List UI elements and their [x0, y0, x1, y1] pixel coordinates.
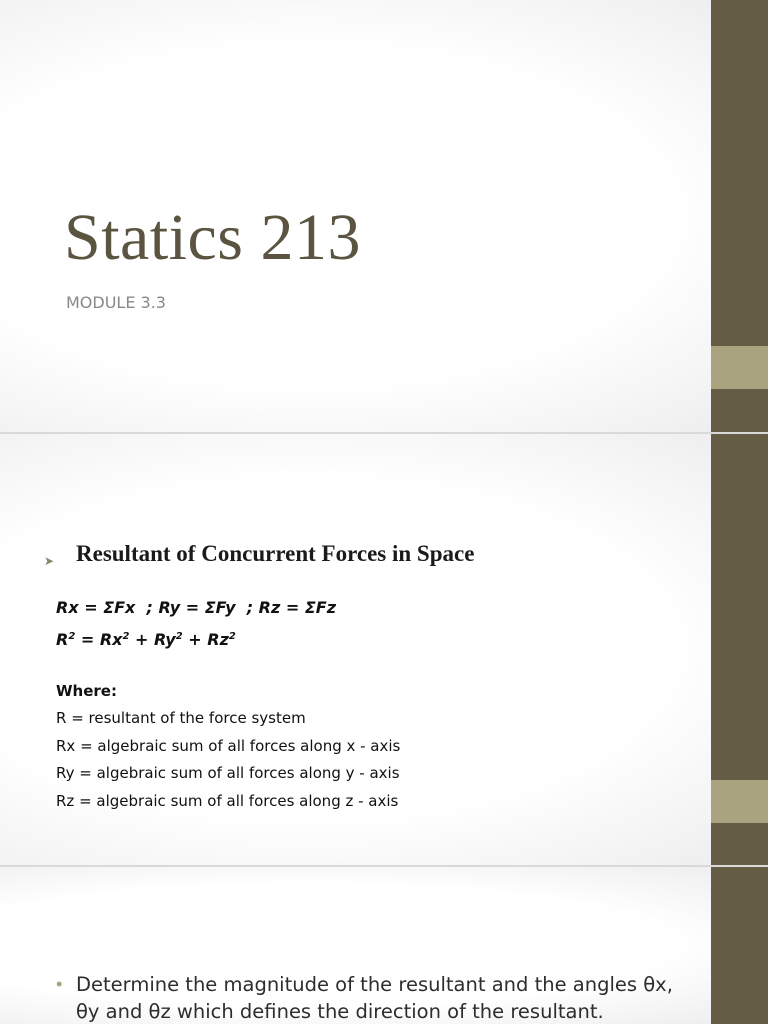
formula-exponent: 2 [228, 631, 236, 642]
side-accent [711, 346, 768, 389]
component-formula: Rx = ΣFx ; Ry = ΣFy ; Rz = ΣFz [56, 598, 337, 617]
problem-slide [0, 867, 768, 1024]
definition-rx: Rx = algebraic sum of all forces along x - axis [56, 737, 401, 755]
problem-statement: Determine the magnitude of the resultant and the angles θx, θy and θz which defines the direction of the resultant. [76, 973, 673, 1023]
side-bar [711, 867, 768, 1024]
magnitude-formula [56, 630, 236, 649]
dot-bullet-icon: • [56, 974, 63, 994]
slide-subtitle: MODULE 3.3 [66, 293, 166, 312]
formula-exponent: 2 [122, 631, 130, 642]
formula-exponent: 2 [175, 631, 183, 642]
formula-rz: + Rz [182, 630, 229, 649]
side-accent [711, 780, 768, 823]
formula-ry: + Ry [129, 630, 176, 649]
formula-exponent: 2 [68, 631, 76, 642]
title-slide [0, 0, 768, 432]
formula-rx: = Rx [75, 630, 123, 649]
content-slide [0, 434, 768, 866]
slide-title: Statics 213 [64, 201, 361, 274]
arrow-bullet-icon: ➤ [44, 554, 55, 568]
definition-r: R = resultant of the force system [56, 709, 306, 727]
definition-rz: Rz = algebraic sum of all forces along z - axis [56, 792, 399, 810]
slide-heading: Resultant of Concurrent Forces in Space [76, 541, 475, 566]
formula-r: R [56, 630, 69, 649]
definition-ry: Ry = algebraic sum of all forces along y - axis [56, 764, 400, 782]
where-label: Where: [56, 682, 117, 700]
